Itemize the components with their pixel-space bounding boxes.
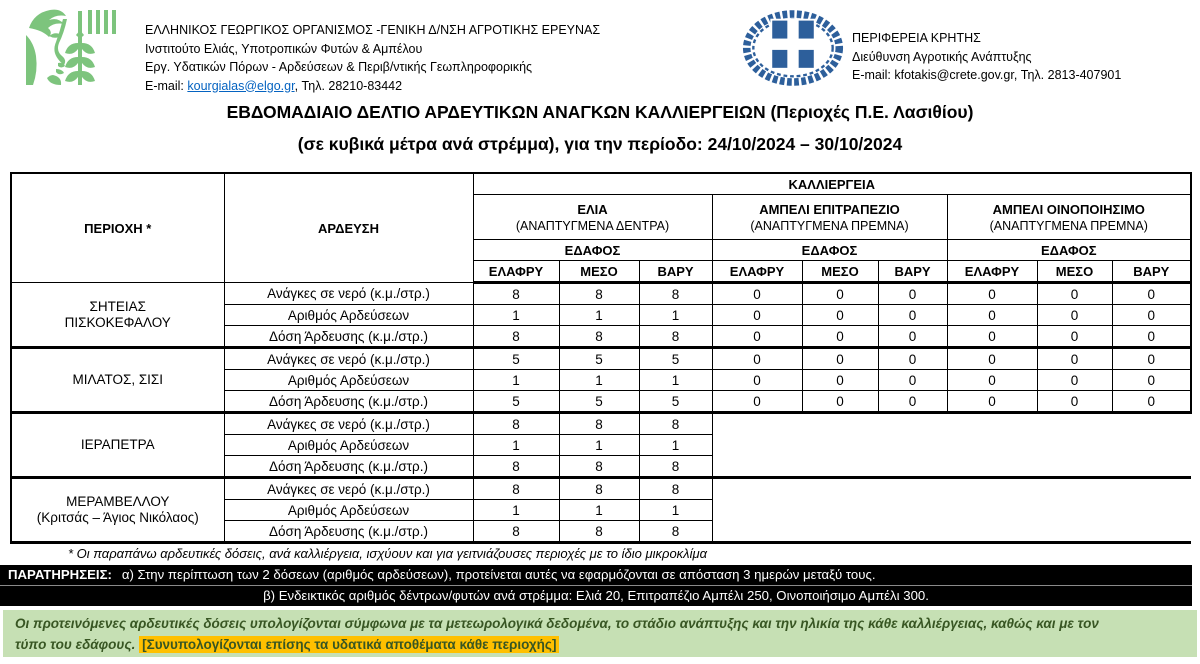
irrigation-table-wrap (10, 172, 1192, 544)
org-contact-line (145, 77, 600, 96)
value-cell: 1 (639, 370, 712, 391)
value-cell: 5 (639, 391, 712, 413)
remark-b-line: β) Ενδεικτικός αριθμός δέντρων/φυτών ανά στρέμμα: Ελιά 20, Επιτραπέζιο Αμπέλι 250, Οινοποιήσιμο Αμπέλι 300. (0, 585, 1192, 606)
org-phone: , Τηλ. 28210-83442 (294, 78, 403, 93)
microclimate-footnote: * Οι παραπάνω αρδευτικές δόσεις, ανά καλλιέργεια, ισχύουν και για γειτνιάζουσες περιοχές με το ίδιο μικροκλίμα (68, 546, 707, 561)
crop-header-table-grape: ΑΜΠΕΛΙ ΕΠΙΤΡΑΠΕΖΙΟ (ΑΝΑΠΤΥΓΜΕΝΑ ΠΡΕΜΝΑ) (712, 195, 947, 240)
crop-super-header: ΚΑΛΛΙΕΡΓΕΙΑ (473, 173, 1191, 195)
value-cell: 1 (639, 435, 712, 456)
remark-a-text: α) Στην περίπτωση των 2 δόσεων (αριθμός αρδεύσεων), προτείνεται αυτές να εφαρμόζονται σε απόσταση 3 ημερών μεταξύ τους. (121, 567, 876, 582)
value-cell: 8 (559, 478, 639, 500)
value-cell: 1 (639, 500, 712, 521)
value-cell: 1 (559, 500, 639, 521)
row-label: Δόση Άρδευσης (κ.μ./στρ.) (224, 326, 473, 348)
value-cell: 1 (473, 370, 559, 391)
value-cell: 0 (947, 326, 1037, 348)
value-cell: 0 (712, 283, 802, 305)
empty-cell (712, 413, 1191, 435)
empty-cell (712, 500, 1191, 521)
table-row (11, 348, 1191, 370)
value-cell: 8 (559, 413, 639, 435)
value-cell: 0 (802, 305, 878, 326)
value-cell: 0 (878, 326, 947, 348)
value-cell: 0 (878, 348, 947, 370)
region-contact-line: E-mail: kfotakis@crete.gov.gr, Τηλ. 2813-407901 (852, 68, 1122, 82)
empty-cell (712, 456, 1191, 478)
value-cell: 5 (473, 391, 559, 413)
row-label: Δόση Άρδευσης (κ.μ./στρ.) (224, 521, 473, 543)
region-cell: ΜΙΛΑΤΟΣ, ΣΙΣΙ (11, 348, 224, 413)
value-cell: 0 (1037, 305, 1112, 326)
value-cell: 0 (878, 370, 947, 391)
value-cell: 0 (947, 283, 1037, 305)
value-cell: 1 (473, 305, 559, 326)
document-title (0, 96, 1200, 160)
greek-government-emblem (742, 9, 844, 87)
disclaimer-box (3, 610, 1197, 657)
value-cell: 5 (473, 348, 559, 370)
row-label: Αριθμός Αρδεύσεων (224, 500, 473, 521)
row-label: Δόση Άρδευσης (κ.μ./στρ.) (224, 391, 473, 413)
soil-header-wine-grape: ΕΔΑΦΟΣ (947, 240, 1191, 261)
region-header-block (852, 29, 1121, 85)
value-cell: 0 (802, 283, 878, 305)
region-cell: ΜΕΡΑΜΒΕΛΛΟΥ (Κριτσάς – Άγιος Νικόλαος) (11, 478, 224, 543)
value-cell: 0 (1037, 283, 1112, 305)
value-cell: 0 (947, 348, 1037, 370)
value-cell: 0 (947, 391, 1037, 413)
soil-type-header: ΒΑΡΥ (878, 261, 947, 283)
value-cell: 0 (1112, 305, 1191, 326)
value-cell: 8 (639, 521, 712, 543)
soil-header-olive: ΕΔΑΦΟΣ (473, 240, 712, 261)
disclaimer-line-2-prefix: τύπο του εδάφους. (15, 637, 140, 652)
value-cell: 8 (639, 413, 712, 435)
org-header-block (145, 21, 600, 95)
value-cell: 1 (559, 305, 639, 326)
title-line-2: (σε κυβικά μέτρα ανά στρέμμα), για την περίοδο: 24/10/2024 – 30/10/2024 (297, 134, 903, 154)
table-row (11, 413, 1191, 435)
org-name: ΕΛΛΗΝΙΚΟΣ ΓΕΩΡΓΙΚΟΣ ΟΡΓΑΝΙΣΜΟΣ -ΓΕΝΙΚΗ Δ/ΝΣΗ ΑΓΡΟΤΙΚΗΣ ΕΡΕΥΝΑΣ (145, 23, 601, 37)
soil-type-header: ΜΕΣΟ (1037, 261, 1112, 283)
value-cell: 0 (802, 326, 878, 348)
value-cell: 5 (559, 391, 639, 413)
value-cell: 8 (473, 478, 559, 500)
value-cell: 8 (639, 283, 712, 305)
value-cell: 0 (878, 283, 947, 305)
value-cell: 8 (473, 456, 559, 478)
value-cell: 8 (639, 478, 712, 500)
soil-type-header: ΒΑΡΥ (1112, 261, 1191, 283)
value-cell: 8 (559, 521, 639, 543)
soil-type-header: ΕΛΑΦΡΥ (473, 261, 559, 283)
value-cell: 0 (712, 348, 802, 370)
row-label: Ανάγκες σε νερό (κ.μ./στρ.) (224, 283, 473, 305)
value-cell: 0 (1037, 326, 1112, 348)
table-row (11, 478, 1191, 500)
value-cell: 0 (802, 348, 878, 370)
org-lab: Εργ. Υδατικών Πόρων - Αρδεύσεων & Περιβ/ντικής Γεωπληροφορικής (145, 60, 533, 74)
soil-type-header: ΕΛΑΦΡΥ (712, 261, 802, 283)
irrigation-table (10, 172, 1192, 544)
row-label: Ανάγκες σε νερό (κ.μ./στρ.) (224, 348, 473, 370)
value-cell: 0 (1112, 348, 1191, 370)
value-cell: 0 (712, 305, 802, 326)
region-directorate: Διεύθυνση Αγροτικής Ανάπτυξης (852, 49, 1032, 64)
value-cell: 8 (559, 283, 639, 305)
remarks-label: ΠΑΡΑΤΗΡΗΣΕΙΣ: (8, 567, 112, 582)
value-cell: 0 (1037, 370, 1112, 391)
row-label: Αριθμός Αρδεύσεων (224, 370, 473, 391)
value-cell: 1 (473, 500, 559, 521)
value-cell: 0 (802, 391, 878, 413)
row-label: Αριθμός Αρδεύσεων (224, 435, 473, 456)
value-cell: 0 (878, 391, 947, 413)
remarks-bar (0, 565, 1192, 606)
region-column-header: ΠΕΡΙΟΧΗ * (11, 173, 224, 283)
value-cell: 8 (473, 326, 559, 348)
value-cell: 8 (473, 521, 559, 543)
value-cell: 8 (559, 326, 639, 348)
row-label: Δόση Άρδευσης (κ.μ./στρ.) (224, 456, 473, 478)
soil-type-header: ΜΕΣΟ (559, 261, 639, 283)
value-cell: 5 (639, 348, 712, 370)
disclaimer-line-2 (15, 634, 1197, 655)
title-line-1: ΕΒΔΟΜΑΔΙΑΙΟ ΔΕΛΤΙΟ ΑΡΔΕΥΤΙΚΩΝ ΑΝΑΓΚΩΝ ΚΑΛΛΙΕΡΓΕΙΩΝ (Περιοχές Π.Ε. Λασιθίου) (226, 102, 974, 122)
org-email-link[interactable]: kourgialas@elgo.gr (187, 78, 295, 93)
value-cell: 5 (559, 348, 639, 370)
value-cell: 0 (712, 370, 802, 391)
soil-header-table-grape: ΕΔΑΦΟΣ (712, 240, 947, 261)
empty-cell (712, 521, 1191, 543)
value-cell: 0 (802, 370, 878, 391)
row-label: Ανάγκες σε νερό (κ.μ./στρ.) (224, 413, 473, 435)
value-cell: 0 (1112, 326, 1191, 348)
value-cell: 0 (1112, 391, 1191, 413)
soil-type-header: ΜΕΣΟ (802, 261, 878, 283)
value-cell: 1 (639, 305, 712, 326)
soil-type-header: ΒΑΡΥ (639, 261, 712, 283)
value-cell: 0 (947, 305, 1037, 326)
value-cell: 0 (1112, 283, 1191, 305)
org-institute: Ινστιτούτο Ελιάς, Υποτροπικών Φυτών & Αμπέλου (145, 41, 423, 56)
region-cell: ΙΕΡΑΠΕΤΡΑ (11, 413, 224, 478)
crop-header-wine-grape: ΑΜΠΕΛΙ ΟΙΝΟΠΟΙΗΣΙΜΟ (ΑΝΑΠΤΥΓΜΕΝΑ ΠΡΕΜΝΑ) (947, 195, 1191, 240)
region-cell: ΣΗΤΕΙΑΣ ΠΙΣΚΟΚΕΦΑΛΟΥ (11, 283, 224, 348)
value-cell: 8 (473, 283, 559, 305)
disclaimer-line-1: Οι προτεινόμενες αρδευτικές δόσεις υπολογίζονται σύμφωνα με τα μετεωρολογικά δεδομένα, το στάδιο ανάπτυξης και την ηλικία της κάθε καλλιέργειας, καθώς και με τον (15, 616, 1099, 631)
disclaimer-highlight: [Συνυπολογίζονται επίσης τα υδατικά αποθέματα κάθε περιοχής] (139, 636, 559, 653)
value-cell: 0 (1037, 348, 1112, 370)
irrigation-column-header: ΑΡΔΕΥΣΗ (224, 173, 473, 283)
value-cell: 0 (1037, 391, 1112, 413)
empty-cell (712, 435, 1191, 456)
value-cell: 1 (559, 435, 639, 456)
value-cell: 0 (1112, 370, 1191, 391)
value-cell: 8 (639, 456, 712, 478)
value-cell: 0 (947, 370, 1037, 391)
crop-header-olive: ΕΛΙΑ (ΑΝΑΠΤΥΓΜΕΝΑ ΔΕΝΤΡΑ) (473, 195, 712, 240)
region-name: ΠΕΡΙΦΕΡΕΙΑ ΚΡΗΤΗΣ (852, 31, 981, 45)
table-row (11, 283, 1191, 305)
value-cell: 0 (712, 326, 802, 348)
value-cell: 8 (473, 413, 559, 435)
empty-cell (712, 478, 1191, 500)
value-cell: 8 (639, 326, 712, 348)
soil-type-header: ΕΛΑΦΡΥ (947, 261, 1037, 283)
remark-a-line (0, 565, 1192, 585)
value-cell: 0 (878, 305, 947, 326)
value-cell: 1 (559, 370, 639, 391)
org-email-prefix: E-mail: (145, 78, 188, 93)
value-cell: 0 (712, 391, 802, 413)
row-label: Ανάγκες σε νερό (κ.μ./στρ.) (224, 478, 473, 500)
value-cell: 8 (559, 456, 639, 478)
elgo-logo (22, 7, 118, 87)
value-cell: 1 (473, 435, 559, 456)
row-label: Αριθμός Αρδεύσεων (224, 305, 473, 326)
